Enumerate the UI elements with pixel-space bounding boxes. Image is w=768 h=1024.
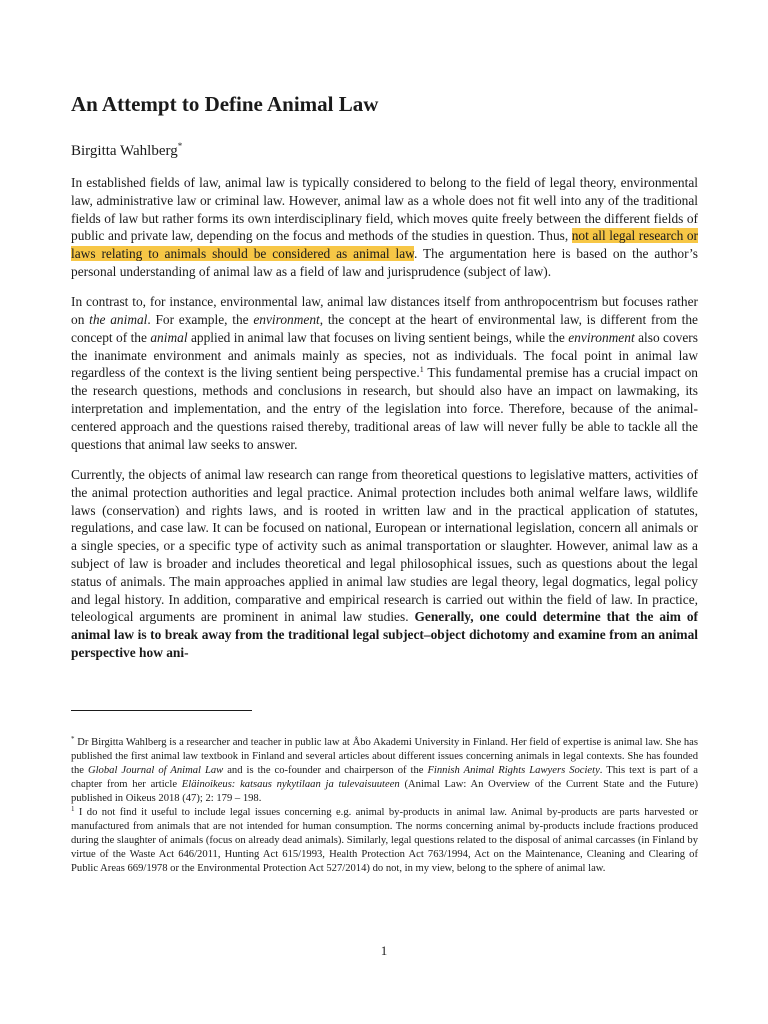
footnote-1: $^1$ I do not find it useful to include legal issues concerning e.g. animal by-products in animal law. Animal by-products are parts harvested or manufactured from animals that are not intended for human consumption. The norms concerning animal by-products include fractions produced during the slaughter of animals (focus on already dead animals). Similarly, legal questions related to the disposal of animal carcasses (in Finland by virtue of the Waste Act 646/2011, Hunting Act 615/1993, Health Protection Act 763/1994, Act on the Maintenance, Cleaning and Clearing of Public Areas 669/1978 or the Environmental Protection Act 527/2014) do not, in my view, belong to the sphere of animal law. — [71, 805, 698, 874]
footnotes — [71, 736, 698, 876]
page-number: 1 — [380, 943, 388, 958]
footnote-author: * Dr Birgitta Wahlberg is a researcher and teacher in public law at Åbo Akademi University in Finland. Her field of expertise is animal law. She has published the first animal law textbook in Finland and several articles about different issues concerning animals in legal contexts. She has founded the Global Journal of Animal Law and is the co-founder and chairperson of the Finnish Animal Rights Lawyers Society. This text is part of a chapter from her article Eläinoikeus: katsaus nykytilaan ja tulevaisuuteen (Animal Law: An Overview of the Current State and the Future) published in Oikeus 2018 (47); 2: 179 – 198. — [71, 735, 698, 804]
footnote-divider — [71, 710, 252, 711]
bold-statement: Generally, one could determine that the aim of animal law is to break away from the traditional legal subject–object dichotomy and examine from an animal perspective how ani- — [71, 609, 699, 660]
author-footnote-mark[interactable]: * — [177, 141, 183, 151]
author-name: Birgitta Wahlberg — [71, 143, 178, 159]
author-line — [71, 136, 182, 161]
paragraph-3: Currently, the objects of animal law research can range from theoretical questions to legislative matters, activities of the animal protection authorities and legal practice. Animal protection includes both animal welfare laws, wildlife laws (conservation) and rights laws, and is rooted in written law and in the practical application of statutes, regulations, and case law. It can be focused on national, European or international legislation, concern all animals or a single species, or a specific type of activity such as animal transportation or slaughter. However, animal law as a subject of law is broader and includes theoretical and legal philosophical issues, such as questions about the legal status of animals. The main approaches applied in animal law studies are legal theory, legal dogmatics, legal policy and legal history. In addition, comparative and empirical research is carried out within the field of law. In practice, teleological arguments are prominent in animal law studies. Generally, one could determine that the aim of animal law is to break away from the traditional legal subject–object dichotomy and examine from an animal perspective how ani- — [71, 466, 699, 660]
footnote-reference-1[interactable]: 1 — [419, 365, 424, 375]
body-text — [71, 174, 698, 674]
paragraph-1: In established fields of law, animal law is typically considered to belong to the field of legal theory, environmental law, administrative law or criminal law. However, animal law as a whole does not fit well into any of the traditional fields of law but rather forms its own interdisciplinary field, which moves quite freely between the different fields of public and private law, depending on the focus and methods of the studies in question. Thus, not all legal research or laws relating to animals should be considered as animal law. The argumentation here is based on the author’s personal understanding of animal law as a field of law and jurisprudence (subject of law). — [71, 175, 698, 279]
page-title: An Attempt to Define Animal Law — [71, 92, 379, 116]
highlighted-text: not all legal research or laws relating to animals should be considered as animal law — [71, 228, 698, 262]
paragraph-2: In contrast to, for instance, environmental law, animal law distances itself from anthropocentrism but focuses rather on the animal. For example, the environment, the concept at the heart of environmental law, is different from the concept of the animal applied in animal law that focuses on living sentient beings, while the environment also covers the inanimate environment and animals mainly as species, not as individuals. The focal point in animal law regardless of the context is the living sentient being perspective.$^1$ This fundamental premise has a crucial impact on the research questions, methods and conclusions in research, but should also have an impact on lawmaking, its interpretation and implementation, and the entry of the legislation into force. Therefore, because of the animal-centered approach and the questions raised thereby, traditional areas of law will never fully be able to tackle all the questions that animal law seeks to answer. — [71, 294, 699, 452]
